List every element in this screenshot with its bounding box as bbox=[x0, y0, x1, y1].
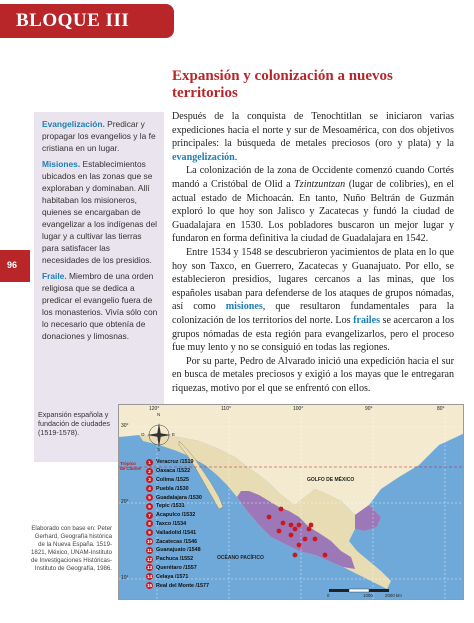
legend-item bbox=[146, 572, 216, 581]
latitude-label: 10° bbox=[121, 575, 129, 581]
legend-item bbox=[146, 467, 216, 476]
longitude-label: 120° bbox=[149, 406, 160, 412]
text-run: (lugar de colibríes), en el actual estado de Michoacán. En tanto, Nuño Beltrán de Guzmán exploró lo que hoy son Jalisco y Zacatecas y fundó la ciudad de Guadalajara en 1530. Los pobladores buscaron un mejor lugar y fundaron en forma definitiva la ciudad de Guadalajara en 1542. bbox=[172, 178, 454, 245]
paragraph-1 bbox=[172, 110, 454, 164]
legend-label: Querétaro /1557 bbox=[156, 564, 197, 571]
compass-o: O bbox=[141, 432, 145, 437]
paragraph-4: Por su parte, Pedro de Alvarado inició una expedición hacia el sur en busca de metales preciosos y exigió a los mayas que le entregaran riquezas, motivo por el que se enfrentó con ellos. bbox=[172, 355, 454, 394]
longitude-label: 80° bbox=[437, 406, 445, 412]
legend-label: Zacatecas /1546 bbox=[156, 538, 198, 545]
text-run: Entre 1534 y 1548 se descubrieron yacimientos de plata en lo que hoy son Taxco, en Guerrero, Zacatecas y Guanajuato. Por ello, se establecieron presidios, lugares cercanos a las minas, que los españoles usaban para defenderse de los ataques de grupos nómadas, así como bbox=[172, 246, 454, 313]
text-run: Después de la conquista de Tenochtitlan se iniciaron varias expediciones hacia el norte y sur de Mesoamérica, con dos objetivos principales: la búsqueda de metales preciosos (oro y plata) y la bbox=[172, 111, 454, 150]
body-text bbox=[172, 110, 454, 395]
text-run: , que resultaron fundamentales para la colonización de los territorios del norte. Los bbox=[172, 301, 454, 326]
legend-marker: 8 bbox=[146, 520, 153, 527]
longitude-label: 100° bbox=[293, 406, 304, 412]
tropic-label: Trópico de Cáncer bbox=[120, 461, 142, 471]
legend-marker: 2 bbox=[146, 468, 153, 475]
page-title: Expansión y colonización a nuevos territorios bbox=[172, 68, 393, 101]
legend-label: Valladolid /1541 bbox=[156, 529, 197, 536]
italic-term: Tzintzuntzan bbox=[294, 178, 346, 190]
longitude-label: 90° bbox=[365, 406, 373, 412]
text-run: se acercaron a los grupos nómadas de esta región para evangelizarlos, pero el proceso fue muy lento y no se consiguió en todas las regiones. bbox=[172, 314, 455, 354]
legend-item bbox=[146, 581, 216, 590]
legend-item bbox=[146, 484, 216, 493]
glossary-definition: Establecimientos ubicados en las zonas que se exploraban y dominaban. Allí habitaban los misioneros, quienes se encargaban de evangelizar a los indígenas del lugar y a cultivar las tierras para satisfacer las necesidades de los presidios. bbox=[42, 159, 158, 265]
text-run: . bbox=[234, 151, 238, 163]
legend-marker: 7 bbox=[146, 512, 153, 519]
page-number: 96 bbox=[7, 260, 18, 270]
longitude-label: 110° bbox=[221, 406, 231, 412]
legend-label: Taxco /1534 bbox=[156, 520, 187, 527]
legend-label: Colima /1525 bbox=[156, 476, 189, 483]
legend-item bbox=[146, 511, 216, 520]
legend-label: Tepic /1531 bbox=[156, 503, 185, 510]
map-caption: Expansión española y fundación de ciudades (1519-1578). bbox=[38, 410, 110, 437]
legend-marker: 15 bbox=[146, 583, 153, 589]
highlight-term-frailes: frailes bbox=[353, 314, 381, 326]
legend-marker: 6 bbox=[146, 503, 153, 510]
legend-item bbox=[146, 502, 216, 511]
legend-item bbox=[146, 458, 216, 467]
highlight-term-misiones: misiones bbox=[225, 301, 263, 313]
page-number-tab bbox=[0, 250, 30, 282]
legend-label: Veracruz /1519 bbox=[156, 459, 194, 466]
legend-marker: 13 bbox=[146, 565, 153, 571]
glossary-entry-misiones bbox=[42, 158, 158, 266]
legend-item bbox=[146, 528, 216, 537]
bloque-label: BLOQUE III bbox=[16, 10, 130, 31]
scale-mid: 1000 bbox=[363, 593, 373, 598]
glossary-term: Evangelización. bbox=[42, 119, 105, 129]
legend-marker: 12 bbox=[146, 556, 153, 562]
legend-item bbox=[146, 555, 216, 564]
compass-e: E bbox=[172, 432, 176, 437]
text-run: La colonización de la zona de Occidente comenzó cuando Cortés mandó a Cristóbal de Olid a bbox=[172, 165, 454, 190]
highlight-term-evangelizacion: evangelización bbox=[172, 151, 235, 163]
legend-label: Acapulco /1532 bbox=[156, 512, 196, 519]
compass-n: N bbox=[157, 412, 161, 417]
glossary-term: Misiones. bbox=[42, 159, 81, 169]
gulf-label: GOLFO DE MÉXICO bbox=[307, 477, 355, 483]
legend-item bbox=[146, 564, 216, 573]
glossary-term: Fraile. bbox=[42, 271, 67, 281]
legend-item bbox=[146, 520, 216, 529]
legend-marker: 14 bbox=[146, 574, 153, 580]
legend-marker: 4 bbox=[146, 485, 153, 492]
header-band bbox=[0, 0, 474, 42]
legend-item bbox=[146, 537, 216, 546]
legend-label: Puebla /1530 bbox=[156, 485, 189, 492]
latitude-label: 30° bbox=[121, 423, 129, 429]
ocean-label: OCÉANO PACÍFICO bbox=[217, 555, 264, 561]
map-legend bbox=[146, 458, 216, 590]
legend-marker: 10 bbox=[146, 539, 153, 545]
glossary-entry-evangelizacion bbox=[42, 118, 158, 154]
paragraph-3 bbox=[172, 246, 454, 355]
scale-end: 2000 km bbox=[385, 593, 402, 598]
legend-marker: 5 bbox=[146, 494, 153, 501]
legend-label: Oaxaca /1522 bbox=[156, 468, 191, 475]
scale-bar bbox=[329, 589, 389, 592]
scale-start: 0 bbox=[327, 593, 330, 598]
legend-item bbox=[146, 493, 216, 502]
legend-label: Real del Monte /1577 bbox=[156, 582, 210, 589]
legend-label: Guanajuato /1548 bbox=[156, 547, 201, 554]
legend-label: Celaya /1571 bbox=[156, 573, 189, 580]
legend-label: Guadalajara /1530 bbox=[156, 494, 202, 501]
glossary-entry-fraile bbox=[42, 270, 158, 342]
glossary-definition: Miembro de una orden religiosa que se dedica a predicar el evangelio fuera de los monasterios. Vivía sólo con lo necesario que obtenía de donaciones y limosnas. bbox=[42, 271, 158, 341]
legend-marker: 3 bbox=[146, 476, 153, 483]
legend-item bbox=[146, 546, 216, 555]
legend-item bbox=[146, 476, 216, 485]
legend-marker: 11 bbox=[147, 547, 152, 553]
bloque-tab bbox=[0, 4, 174, 38]
glossary-definition: Predicar y propagar los evangelios y la fe cristiana en un lugar. bbox=[42, 119, 156, 153]
legend-label: Pachuca /1552 bbox=[156, 556, 194, 563]
compass-s: S bbox=[157, 447, 161, 452]
map-source-note: Elaborado con base en: Peter Gerhard, Geografía histórica de la Nueva España. 1519-1821, México, UNAM-Instituto de Investigaciones Históricas-Instituto de Geografía, 1986. bbox=[31, 525, 112, 572]
legend-marker: 9 bbox=[146, 529, 153, 536]
paragraph-2 bbox=[172, 164, 454, 246]
legend-marker: 1 bbox=[146, 459, 153, 466]
latitude-label: 20° bbox=[121, 499, 129, 505]
